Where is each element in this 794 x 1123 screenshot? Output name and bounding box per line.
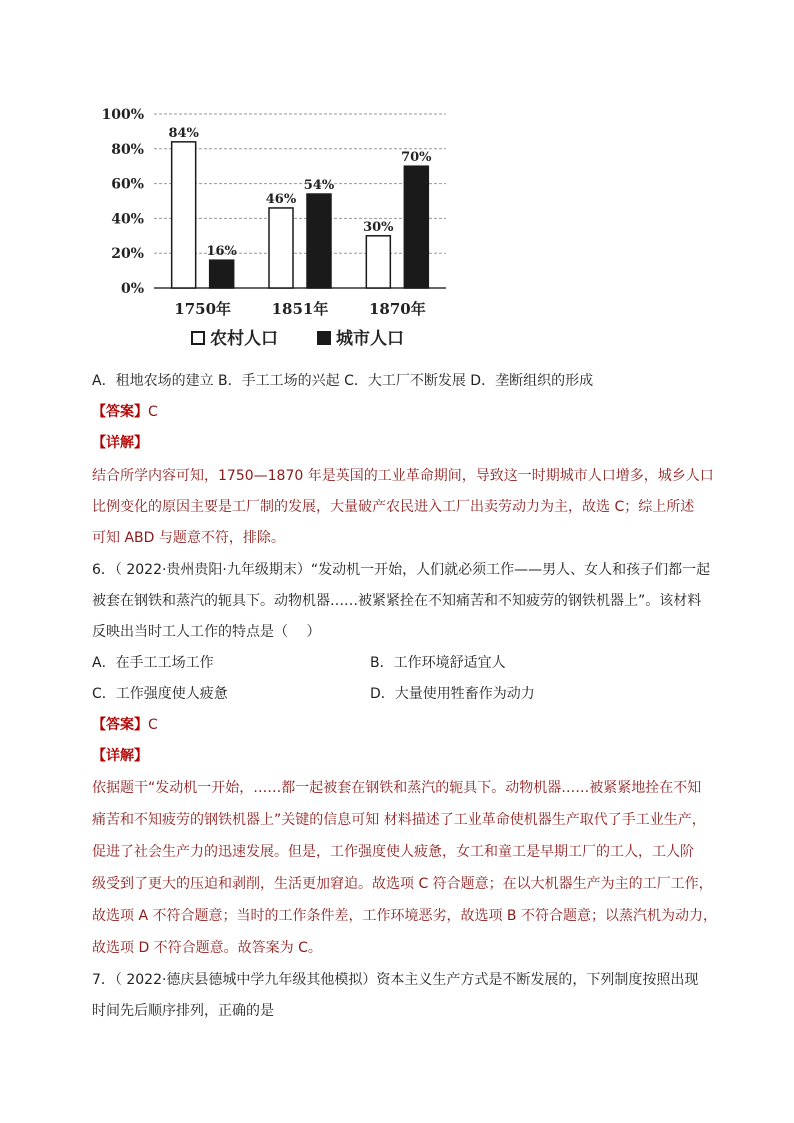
bar-data-label: 84% bbox=[168, 125, 199, 141]
q6-option-d: D．大量使用牲畜作为动力 bbox=[370, 686, 535, 702]
y-tick-label: 60% bbox=[111, 176, 144, 193]
q6-detail-tag: 【详解】 bbox=[92, 748, 148, 764]
q6-stem-line: 反映出当时工人工作的特点是（ ） bbox=[92, 624, 321, 640]
x-tick-label: 1750年 bbox=[174, 300, 232, 318]
y-tick-label: 100% bbox=[101, 107, 144, 123]
q6-option-c: C．工作强度使人疲惫 bbox=[92, 686, 228, 702]
bar-data-label: 30% bbox=[363, 219, 394, 235]
bar bbox=[404, 166, 428, 288]
chart-canvas bbox=[96, 96, 456, 362]
q6-answer-tag: 【答案】 bbox=[92, 717, 148, 733]
bar-data-label: 46% bbox=[265, 191, 297, 207]
q6-answer-value: C bbox=[148, 717, 158, 733]
q6-detail-line: 故选项 A 不符合题意；当时的工作条件差，工作环境恶劣，故选项 B 不符合题意；以蒸汽机为动力， bbox=[92, 908, 717, 924]
bar bbox=[172, 142, 196, 288]
q6-detail-line: 促进了社会生产力的迅速发展。但是，工作强度使人疲惫，女工和童工是早期工厂的工人，工人阶 bbox=[92, 844, 694, 860]
q6-detail-line: 依据题干“发动机一开始，……都一起被套在钢铁和蒸汽的轭具下。动物机器……被紧紧地拴在不知 bbox=[92, 780, 702, 796]
q5-detail-line: 可知 ABD 与题意不符，排除。 bbox=[92, 530, 285, 546]
y-tick-label: 80% bbox=[111, 141, 144, 158]
q5-answer-tag: 【答案】 bbox=[92, 404, 148, 420]
q6-answer bbox=[92, 715, 158, 735]
q6-detail-line: 故选项 D 不符合题意。故答案为 C。 bbox=[92, 940, 322, 956]
q6-stem-line: 6．（ 2022·贵州贵阳·九年级期末）“发动机一开始，人们就必须工作——男人、女人和孩子们都一起 bbox=[92, 562, 711, 578]
y-tick-label: 20% bbox=[111, 246, 144, 263]
q7-stem-line: 7．（ 2022·德庆县德城中学九年级其他模拟）资本主义生产方式是不断发展的，下列制度按照出现 bbox=[92, 972, 699, 988]
q5-options: A．租地农场的建立 B．手工工场的兴起 C．大工厂不断发展 D．垄断组织的形成 bbox=[92, 373, 594, 389]
bar bbox=[307, 194, 331, 288]
q5-detail-line: 比例变化的原因主要是工厂制的发展，大量破产农民进入工厂出卖劳动力为主，故选 C；综上所述 bbox=[92, 499, 695, 515]
q5-answer-value: C bbox=[148, 404, 158, 420]
legend-label: 城市人口 bbox=[336, 329, 404, 349]
population-bar-chart bbox=[96, 96, 456, 362]
bar-data-label: 54% bbox=[303, 178, 335, 194]
q7-stem-line: 时间先后顺序排列，正确的是 bbox=[92, 1003, 274, 1019]
y-tick-label: 0% bbox=[120, 281, 144, 297]
bar bbox=[269, 208, 293, 288]
legend-label: 农村人口 bbox=[210, 329, 278, 349]
q6-detail-line: 痛苦和不知疲劳的钢铁机器上”关键的信息可知 材料描述了工业革命使机器生产取代了手工业生产， bbox=[92, 812, 706, 828]
q5-answer bbox=[92, 402, 158, 422]
q5-detail-tag: 【详解】 bbox=[92, 435, 148, 451]
legend-swatch bbox=[318, 332, 330, 344]
q5-detail-line: 结合所学内容可知，1750—1870 年是英国的工业革命期间，导致这一时期城市人口增多，城乡人口 bbox=[92, 468, 714, 484]
x-tick-label: 1851年 bbox=[271, 300, 329, 318]
legend-swatch bbox=[192, 332, 204, 344]
bar-data-label: 70% bbox=[401, 150, 432, 166]
y-tick-label: 40% bbox=[111, 211, 144, 228]
bar bbox=[366, 236, 390, 288]
q6-option-a: A．在手工工场工作 bbox=[92, 655, 214, 671]
bar-data-label: 16% bbox=[206, 244, 237, 260]
q6-detail-line: 级受到了更大的压迫和剥削，生活更加窘迫。故选项 C 符合题意；在以大机器生产为主的工厂工作， bbox=[92, 876, 713, 892]
q6-stem-line: 被套在钢铁和蒸汽的轭具下。动物机器……被紧紧拴在不知痛苦和不知疲劳的钢铁机器上”。该材料 bbox=[92, 593, 702, 609]
bar bbox=[210, 260, 234, 288]
q6-option-b: B．工作环境舒适宜人 bbox=[370, 655, 506, 671]
x-tick-label: 1870年 bbox=[368, 300, 426, 318]
